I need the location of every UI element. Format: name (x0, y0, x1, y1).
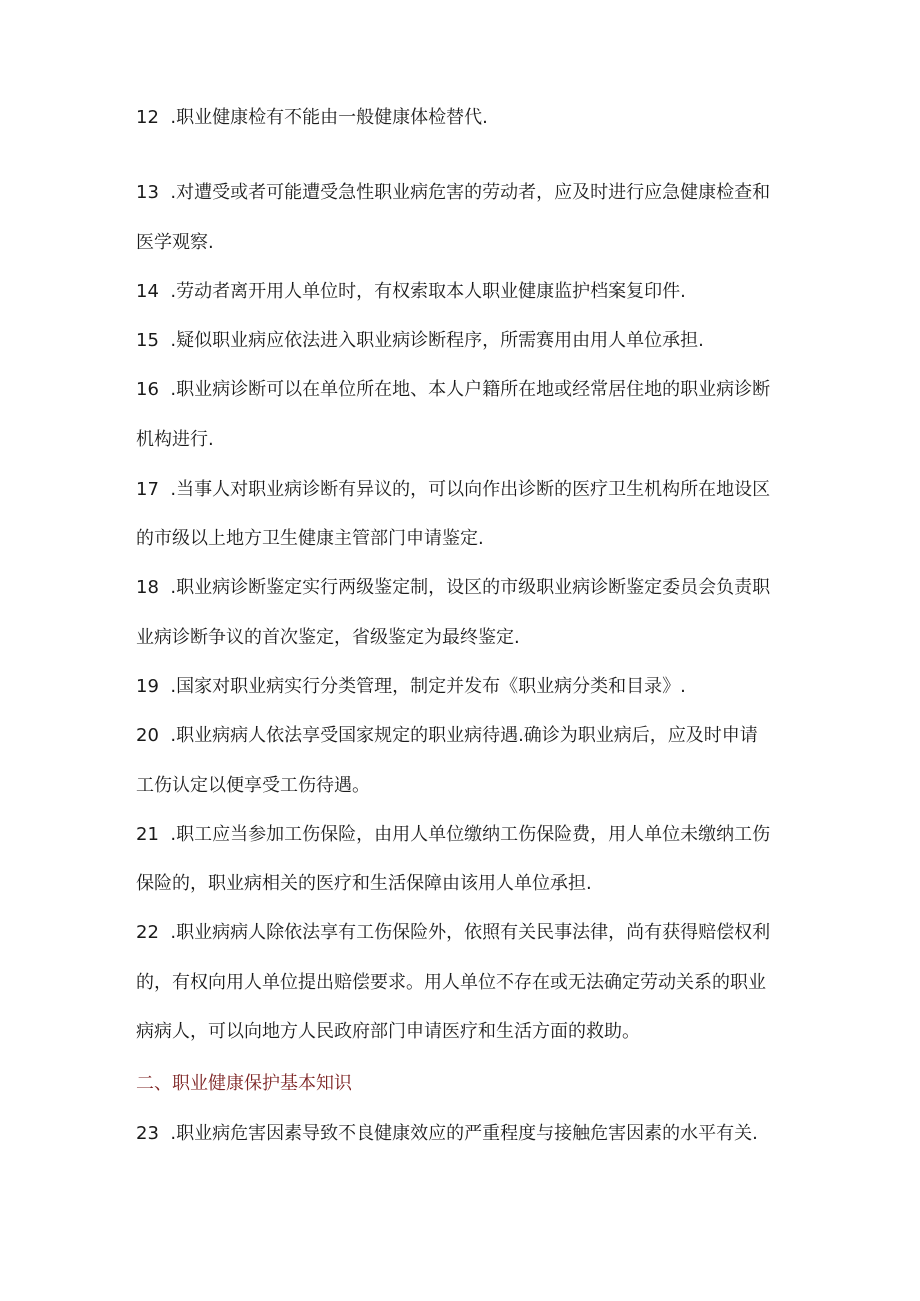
item-15-line-1: 15 .疑似职业病应依法进入职业病诊断程序，所需赛用由用人单位承担. (136, 330, 704, 351)
item-22-line-3: 病病人，可以向地方人民政府部门申请医疗和生活方面的救助。 (136, 1021, 640, 1042)
item-17-line-1: 17 .当事人对职业病诊断有异议的，可以向作出诊断的医疗卫生机构所在地设区 (136, 479, 771, 500)
item-23-line-1: 23 .职业病危害因素导致不良健康效应的严重程度与接触危害因素的水平有关. (136, 1123, 758, 1144)
item-22-line-2: 的，有权向用人单位提出赔偿要求。用人单位不存在或无法确定劳动关系的职业 (136, 972, 766, 993)
item-22-line-1: 22 .职业病病人除依法享有工伤保险外，依照有关民事法律，尚有获得赔偿权利 (136, 922, 771, 943)
item-19-line-1: 19 .国家对职业病实行分类管理，制定并发布《职业病分类和目录》. (136, 676, 686, 697)
item-20-line-2: 工伤认定以便享受工伤待遇。 (136, 775, 370, 796)
section-heading: 二、职业健康保护基本知识 (136, 1073, 352, 1094)
item-16-line-2: 机构进行. (136, 429, 214, 450)
item-13-line-2: 医学观察. (136, 232, 214, 253)
item-21-line-1: 21 .职工应当参加工伤保险，由用人单位缴纳工伤保险费，用人单位未缴纳工伤 (136, 824, 771, 845)
item-18-line-1: 18 .职业病诊断鉴定实行两级鉴定制，设区的市级职业病诊断鉴定委员会负责职 (136, 577, 771, 598)
item-16-line-1: 16 .职业病诊断可以在单位所在地、本人户籍所在地或经常居住地的职业病诊断 (136, 379, 771, 400)
item-21-line-2: 保险的，职业病相关的医疗和生活保障由该用人单位承担. (136, 873, 592, 894)
item-17-line-2: 的市级以上地方卫生健康主管部门申请鉴定. (136, 528, 484, 549)
item-12-line-1: 12 .职业健康检有不能由一般健康体检替代. (136, 107, 488, 128)
item-18-line-2: 业病诊断争议的首次鉴定，省级鉴定为最终鉴定. (136, 627, 520, 648)
item-13-line-1: 13 .对遭受或者可能遭受急性职业病危害的劳动者，应及时进行应急健康检查和 (136, 182, 771, 203)
item-14-line-1: 14 .劳动者离开用人单位时，有权索取本人职业健康监护档案复印件. (136, 281, 686, 302)
item-20-line-1: 20 .职业病病人依法享受国家规定的职业病待遇.确诊为职业病后，应及时申请 (136, 725, 758, 746)
